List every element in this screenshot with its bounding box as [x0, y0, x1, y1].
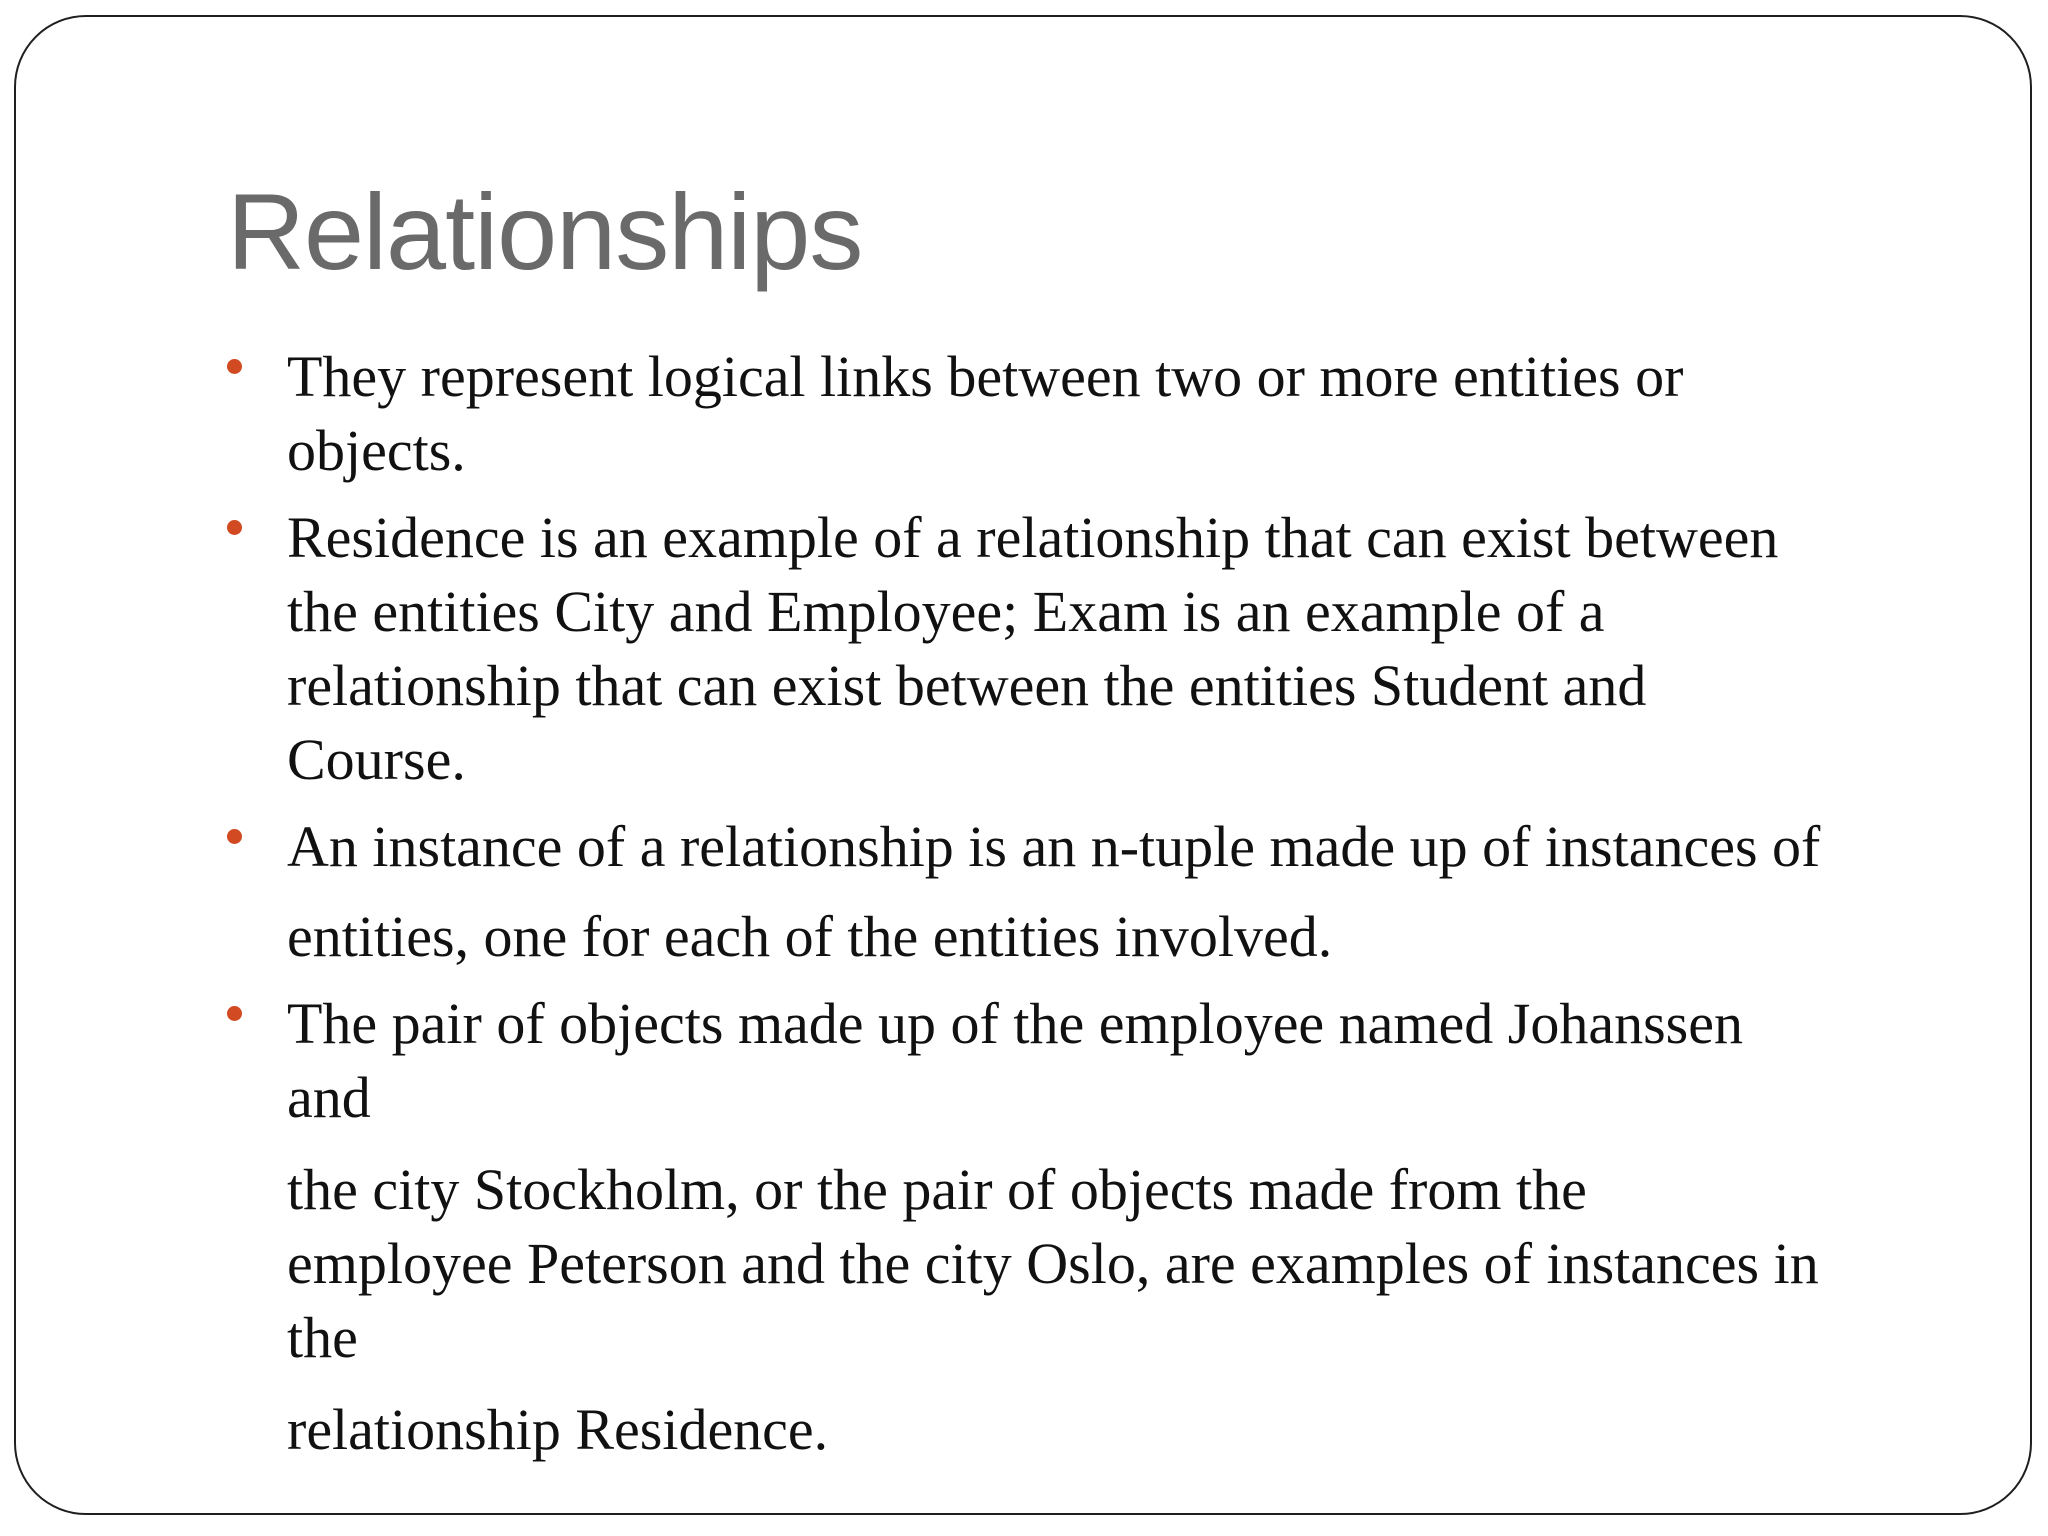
slide-title: Relationships [227, 171, 863, 292]
bullet-item [287, 340, 1967, 488]
bullet-dot-icon [227, 359, 242, 374]
bullet-dot-icon [227, 829, 242, 844]
bullet-text-line: and [287, 1065, 371, 1130]
bullet-text-line: entities, one for each of the entities involved. [287, 904, 1333, 969]
bullet-text-line: They represent logical links between two or more entities or [287, 344, 1684, 409]
bullet-text-line: the entities City and Employee; Exam is an example of a [287, 579, 1605, 644]
bullet-text-line: relationship that can exist between the entities Student and [287, 653, 1647, 718]
bullet-item [287, 810, 1967, 974]
bullet-text-line: the city Stockholm, or the pair of objects made from the [287, 1157, 1587, 1222]
bullet-item [287, 501, 1967, 797]
bullet-dot-icon [227, 1006, 242, 1021]
bullet-dot-icon [227, 520, 242, 535]
bullet-text-line: objects. [287, 418, 466, 483]
bullet-text-line: employee Peterson and the city Oslo, are examples of instances in [287, 1231, 1819, 1296]
bullet-text-line: relationship Residence. [287, 1397, 829, 1462]
bullet-item [287, 987, 1967, 1467]
bullet-text-line: The pair of objects made up of the employee named Johanssen [287, 991, 1743, 1056]
bullet-text-line: the [287, 1305, 358, 1370]
bullet-text-line: Course. [287, 727, 466, 792]
bullet-text-line: Residence is an example of a relationship that can exist between [287, 505, 1779, 570]
bullet-list [287, 340, 1967, 1467]
bullet-text-line: An instance of a relationship is an n-tuple made up of instances of [287, 814, 1821, 879]
